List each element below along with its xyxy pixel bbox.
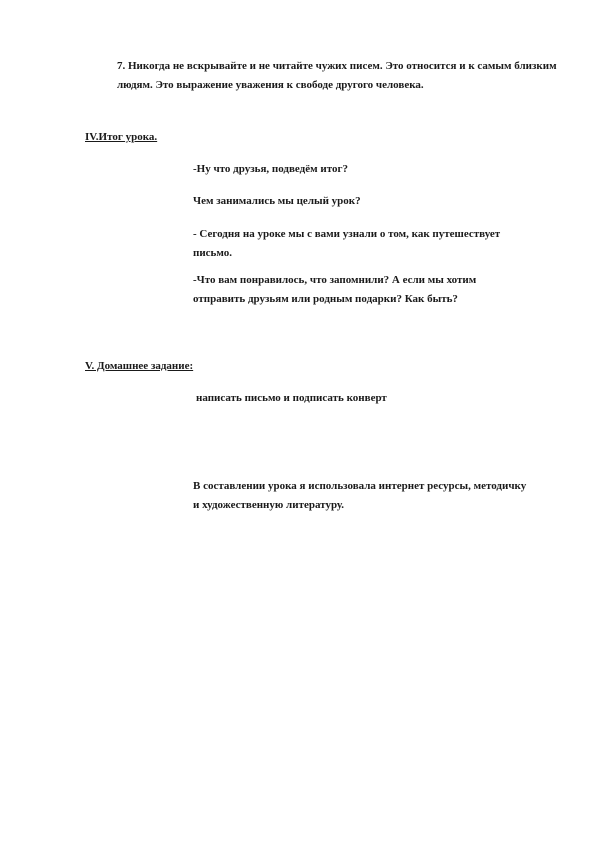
summary-question-2: Чем занимались мы целый урок? (193, 195, 361, 207)
section-v-heading: V. Домашнее задание: (85, 360, 194, 372)
summary-question-1: -Ну что друзья, подведём итог? (193, 163, 348, 175)
summary-question-3: -Что вам понравилось, что запомнили? А если мы хотим отправить друзьям или родным подарки? Как быть? (193, 274, 477, 305)
rule-7-paragraph: 7. Никогда не вскрывайте и не читайте чужих писем. Это относится и к самым близким людям. Это выражение уважения к свободе другого человека. (117, 60, 557, 91)
homework-task: написать письмо и подписать конверт (196, 392, 387, 404)
credits-paragraph: В составлении урока я использовала интернет ресурсы, методичку и художественную литературу. (193, 480, 527, 511)
section-iv-heading: IV.Итог урока. (85, 131, 158, 143)
summary-statement: - Сегодня на уроке мы с вами узнали о том, как путешествует письмо. (193, 228, 501, 259)
